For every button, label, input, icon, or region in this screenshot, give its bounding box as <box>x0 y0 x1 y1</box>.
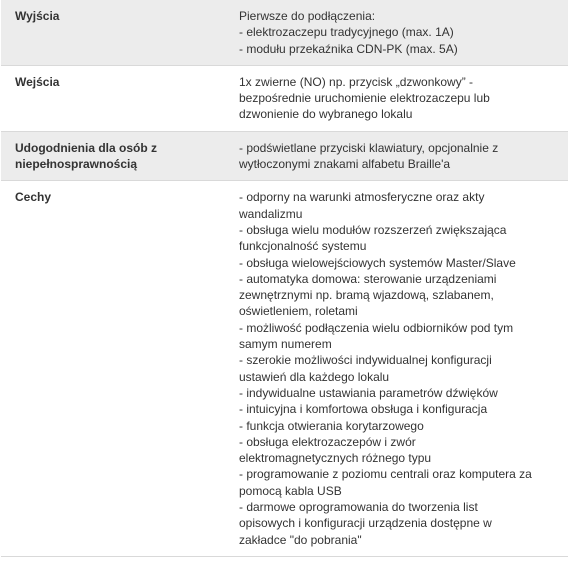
value-line: - podświetlane przyciski klawiatury, opcjonalnie z <box>239 140 499 155</box>
value-line: - modułu przekaźnika CDN-PK (max. 5A) <box>239 41 458 56</box>
row-label: Wejścia <box>1 65 231 131</box>
spec-table <box>1 0 568 557</box>
label-line: niepełnosprawnością <box>15 157 138 172</box>
value-line: opisowych i konfiguracji urządzenia dostępne w <box>239 516 492 531</box>
row-value <box>231 65 568 131</box>
label-line: Udogodnienia dla osób z <box>15 140 157 155</box>
value-line: elektromagnetycznych różnego typu <box>239 451 432 466</box>
value-line: - możliwość podłączenia wielu odbiorników pod tym <box>239 320 514 335</box>
row-features <box>1 181 568 557</box>
value-line: bezpośrednie uruchomienie elektrozaczepu lub <box>239 91 490 106</box>
value-line: funkcjonalność systemu <box>239 239 367 254</box>
value-line: 1x zwierne (NO) np. przycisk „dzwonkowy” - <box>239 74 474 89</box>
row-label <box>1 131 231 181</box>
value-line: - funkcja otwierania korytarzowego <box>239 418 424 433</box>
row-label: Cechy <box>1 181 231 557</box>
value-line: - obsługa wielu modułów rozszerzeń zwiększająca <box>239 222 507 237</box>
value-line: - indywidualne ustawiania parametrów dźwięków <box>239 385 498 400</box>
value-line: zakładce "do pobrania" <box>239 532 362 547</box>
value-line: samym numerem <box>239 337 332 352</box>
value-line: - elektrozaczepu tradycyjnego (max. 1A) <box>239 25 454 40</box>
value-line: - obsługa wielowejściowych systemów Master/Slave <box>239 255 516 270</box>
value-line: - odporny na warunki atmosferyczne oraz akty <box>239 190 485 205</box>
row-accessibility <box>1 131 568 181</box>
row-value <box>231 181 568 557</box>
row-value <box>231 131 568 181</box>
row-outputs <box>1 0 568 65</box>
value-line: oświetleniem, roletami <box>239 304 358 319</box>
value-line: wandalizmu <box>239 206 303 221</box>
value-line: - darmowe oprogramowania do tworzenia list <box>239 500 478 515</box>
value-line: - obsługa elektrozaczepów i zwór <box>239 434 416 449</box>
value-line: - programowanie z poziomu centrali oraz komputera za <box>239 467 532 482</box>
row-value <box>231 0 568 65</box>
value-line: wytłoczonymi znakami alfabetu Braille'a <box>239 157 451 172</box>
value-line: Pierwsze do podłączenia: <box>239 9 376 23</box>
value-line: ustawień dla każdego lokalu <box>239 369 390 384</box>
row-label: Wyjścia <box>1 0 231 65</box>
value-line: zewnętrznymi np. bramą wjazdową, szlabanem, <box>239 288 494 303</box>
value-line: - szerokie możliwości indywidualnej konfiguracji <box>239 353 492 368</box>
value-line: - intuicyjna i komfortowa obsługa i konfiguracja <box>239 402 488 417</box>
value-line: - automatyka domowa: sterowanie urządzeniami <box>239 271 497 286</box>
row-inputs <box>1 65 568 131</box>
value-line: dzwonienie do wybranego lokalu <box>239 107 413 122</box>
value-line: pomocą kabla USB <box>239 483 342 498</box>
